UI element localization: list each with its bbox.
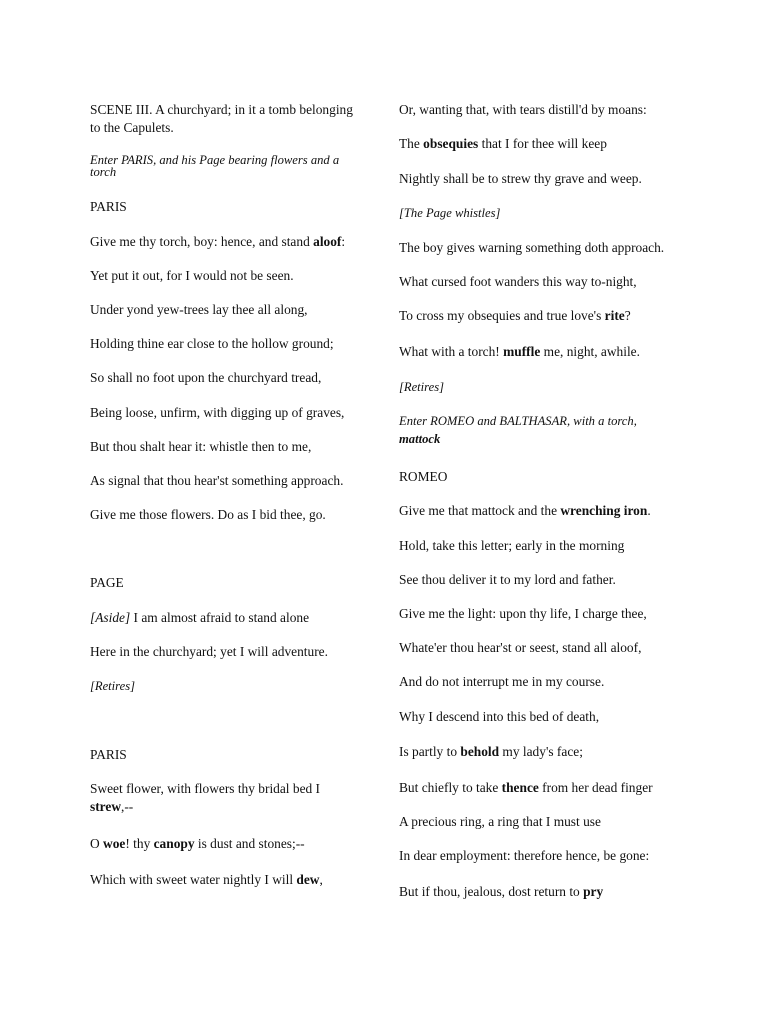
glossary-word: canopy bbox=[153, 836, 195, 851]
text-segment: The bbox=[399, 136, 424, 151]
text-segment: Holding thine ear close to the hollow ground; bbox=[90, 336, 334, 351]
glossary-word: strew bbox=[90, 799, 121, 814]
text-segment: Or, wanting that, with tears distill'd by moans: bbox=[399, 102, 647, 117]
text-segment: Is partly to bbox=[399, 744, 461, 759]
text-segment: Give me that mattock and the bbox=[399, 503, 561, 518]
text-segment: PARIS bbox=[90, 199, 127, 214]
text-segment: To cross my obsequies and true love's bbox=[399, 308, 605, 323]
text-segment: torch bbox=[90, 165, 117, 179]
text-segment: Enter PARIS, and his Page bearing flowers and a bbox=[90, 153, 340, 167]
verse-line bbox=[399, 101, 647, 118]
glossary-word: mattock bbox=[399, 432, 441, 446]
verse-line bbox=[399, 170, 642, 187]
text-segment: But thou shalt hear it: whistle then to me, bbox=[90, 439, 312, 454]
text-segment: Whate'er thou hear'st or seest, stand all aloof, bbox=[399, 640, 642, 655]
glossary-word: muffle bbox=[503, 344, 541, 359]
text-segment: Nightly shall be to strew thy grave and weep. bbox=[399, 171, 642, 186]
glossary-word: wrenching iron bbox=[560, 503, 648, 518]
verse-line bbox=[399, 779, 653, 796]
text-segment: Enter ROMEO and BALTHASAR, with a torch, bbox=[399, 414, 637, 428]
text-segment: PARIS bbox=[90, 747, 127, 762]
text-segment: ! thy bbox=[125, 836, 154, 851]
text-segment: Give me the light: upon thy life, I charge thee, bbox=[399, 606, 647, 621]
text-segment: I am almost afraid to stand alone bbox=[130, 610, 310, 625]
glossary-word: behold bbox=[460, 744, 500, 759]
text-segment: O bbox=[90, 836, 104, 851]
verse-line bbox=[399, 273, 637, 290]
text-segment: me, night, awhile. bbox=[540, 344, 640, 359]
text-segment: that I for thee will keep bbox=[478, 136, 607, 151]
stage-direction bbox=[399, 379, 444, 396]
text-segment: Which with sweet water nightly I will bbox=[90, 872, 297, 887]
verse-line bbox=[399, 883, 603, 900]
text-segment: to the Capulets. bbox=[90, 120, 174, 135]
verse-line bbox=[399, 502, 651, 519]
text-segment: ? bbox=[624, 308, 631, 323]
text-segment: See thou deliver it to my lord and father. bbox=[399, 572, 616, 587]
text-segment: [Retires] bbox=[90, 679, 136, 693]
stage-direction bbox=[399, 205, 500, 222]
verse-line bbox=[399, 847, 649, 864]
text-segment: Hold, take this letter; early in the morning bbox=[399, 538, 625, 553]
verse-line bbox=[399, 605, 647, 622]
text-segment: Why I descend into this bed of death, bbox=[399, 709, 600, 724]
text-segment: But chiefly to take bbox=[399, 780, 502, 795]
text-segment: But if thou, jealous, dost return to bbox=[399, 884, 584, 899]
text-segment: [The Page whistles] bbox=[399, 206, 501, 220]
text-segment: Give me those flowers. Do as I bid thee, go. bbox=[90, 507, 326, 522]
text-segment: ROMEO bbox=[399, 469, 448, 484]
glossary-word: woe bbox=[103, 836, 126, 851]
verse-line bbox=[399, 639, 641, 656]
glossary-word: obsequies bbox=[423, 136, 479, 151]
text-segment: [Aside] bbox=[90, 610, 131, 625]
text-segment: ,-- bbox=[121, 799, 134, 814]
verse-line bbox=[399, 743, 583, 760]
verse-line bbox=[399, 307, 631, 324]
stage-direction bbox=[399, 431, 440, 448]
text-segment: So shall no foot upon the churchyard tread, bbox=[90, 370, 322, 385]
text-segment: Being loose, unfirm, with digging up of graves, bbox=[90, 405, 345, 420]
text-segment: Here in the churchyard; yet I will adventure. bbox=[90, 644, 328, 659]
text-segment: [Retires] bbox=[399, 380, 445, 394]
text-segment: . bbox=[647, 503, 651, 518]
verse-line bbox=[399, 343, 640, 360]
glossary-word: thence bbox=[501, 780, 539, 795]
verse-line bbox=[399, 813, 601, 830]
text-segment: What with a torch! bbox=[399, 344, 504, 359]
text-segment: PAGE bbox=[90, 575, 124, 590]
text-segment: A precious ring, a ring that I must use bbox=[399, 814, 601, 829]
text-segment: Give me thy torch, boy: hence, and stand bbox=[90, 234, 314, 249]
text-segment: Yet put it out, for I would not be seen. bbox=[90, 268, 294, 283]
verse-line bbox=[399, 537, 624, 554]
text-segment: Under yond yew-trees lay thee all along, bbox=[90, 302, 308, 317]
verse-line bbox=[399, 571, 616, 588]
text-segment: , bbox=[319, 872, 323, 887]
verse-line bbox=[399, 673, 604, 690]
glossary-word: dew bbox=[296, 872, 320, 887]
text-segment: What cursed foot wanders this way to-night, bbox=[399, 274, 637, 289]
glossary-word: rite bbox=[604, 308, 625, 323]
text-segment: is dust and stones;-- bbox=[194, 836, 305, 851]
text-segment: my lady's face; bbox=[499, 744, 583, 759]
speaker-name bbox=[399, 468, 447, 485]
text-segment: : bbox=[341, 234, 346, 249]
stage-direction bbox=[399, 413, 637, 430]
text-segment: As signal that thou hear'st something approach. bbox=[90, 473, 344, 488]
text-segment: Sweet flower, with flowers thy bridal bed I bbox=[90, 781, 321, 796]
verse-line bbox=[399, 708, 599, 725]
text-segment: The boy gives warning something doth approach. bbox=[399, 240, 665, 255]
text-segment: And do not interrupt me in my course. bbox=[399, 674, 605, 689]
text-segment: In dear employment: therefore hence, be gone: bbox=[399, 848, 650, 863]
text-segment: SCENE III. A churchyard; in it a tomb belonging bbox=[90, 102, 353, 117]
glossary-word: aloof bbox=[313, 234, 342, 249]
glossary-word: pry bbox=[583, 884, 604, 899]
text-segment: from her dead finger bbox=[538, 780, 653, 795]
verse-line bbox=[399, 239, 664, 256]
verse-line bbox=[399, 135, 607, 152]
